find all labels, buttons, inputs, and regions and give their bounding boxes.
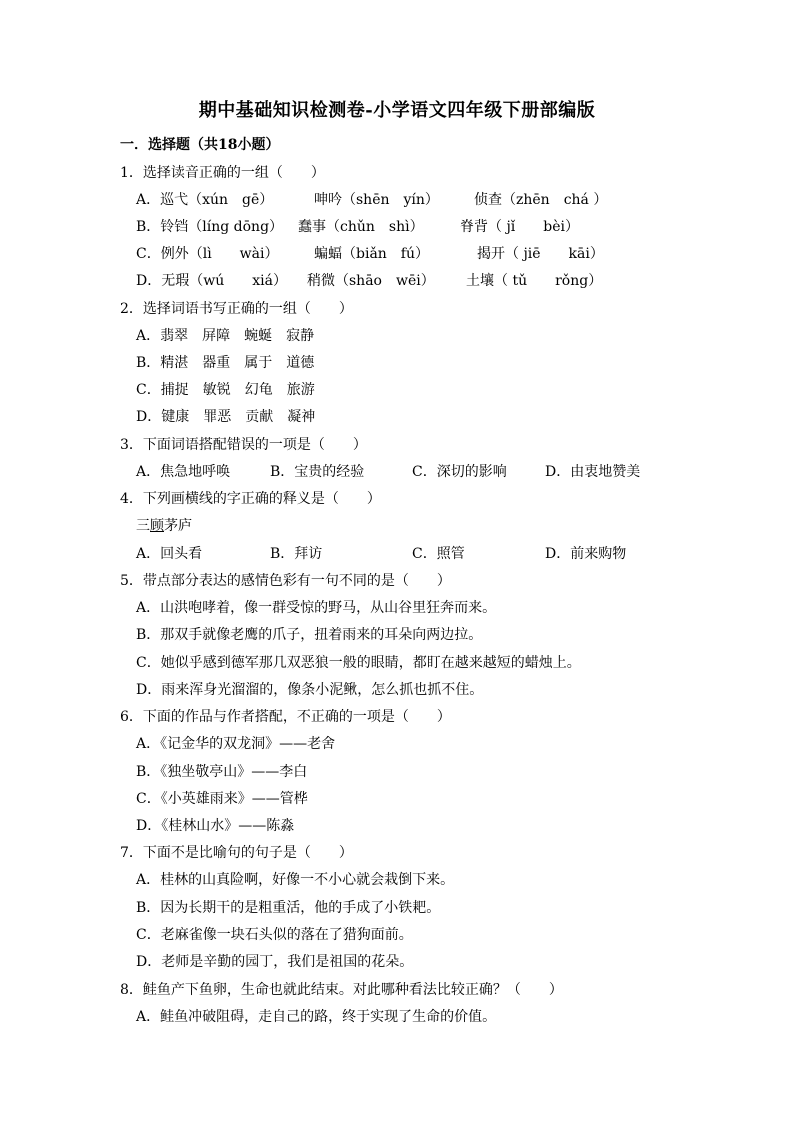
q2-option-b: B．精湛 器重 属于 道德 — [136, 355, 315, 371]
question-5-stem: 5．带点部分表达的感情色彩有一句不同的是（ ） — [120, 573, 451, 589]
q6-option-d: D．《桂林山水》——陈淼 — [136, 818, 295, 834]
q3-option-b: B．宝贵的经验 — [270, 464, 365, 480]
q1-option-c-3: 揭开（ jiē kāi） — [477, 246, 604, 262]
q1-option-c-1: C．例外（lì wài） — [136, 246, 279, 262]
q1-option-b-1: B．铃铛（líng dōng） — [136, 219, 284, 235]
q2-option-c: C．捕捉 敏锐 幻龟 旅游 — [136, 382, 315, 398]
q4-underlined-char: 顾 — [150, 518, 164, 534]
q3-option-a: A．焦急地呼唤 — [136, 464, 231, 480]
q5-option-c: C．她似乎感到德军那几双恶狼一般的眼睛，都盯在越来越短的蜡烛上。 — [136, 655, 581, 671]
question-6-stem: 6．下面的作品与作者搭配，不正确的一项是（ ） — [120, 709, 451, 725]
q8-option-a: A．鲑鱼冲破阻碍，走自己的路，终于实现了生命的价值。 — [136, 1009, 497, 1025]
section-heading: 一．选择题（共18小题） — [120, 137, 280, 153]
question-8-stem: 8．鲑鱼产下鱼卵，生命也就此结束。对此哪种看法比较正确？（ ） — [120, 982, 563, 998]
q6-option-b: B．《独坐敬亭山》——李白 — [136, 764, 308, 780]
question-2-stem: 2．选择词语书写正确的一组（ ） — [120, 301, 353, 317]
q7-option-c: C．老麻雀像一块石头似的落在了猎狗面前。 — [136, 927, 413, 943]
q3-option-d: D．由衷地赞美 — [545, 464, 641, 480]
q6-option-c: C．《小英雄雨来》——管桦 — [136, 791, 308, 807]
q7-option-b: B．因为长期干的是粗重活，他的手成了小铁耙。 — [136, 900, 441, 916]
q1-option-a-1: A．巡弋（xún gē） — [136, 192, 274, 208]
q5-option-a: A．山洪咆哮着，像一群受惊的野马，从山谷里狂奔而来。 — [136, 600, 497, 616]
question-4-stem: 4．下列画横线的字正确的释义是（ ） — [120, 491, 381, 507]
q7-option-d: D．老师是辛勤的园丁，我们是祖国的花朵。 — [136, 954, 414, 970]
q4-option-a: A．回头看 — [136, 546, 203, 562]
q4-phrase — [136, 515, 192, 535]
q1-option-b-2: 蠢事（chǔn shì） — [298, 219, 424, 235]
q4-phrase-suffix: 茅庐 — [164, 518, 192, 534]
q4-phrase-prefix: 三 — [136, 518, 150, 534]
q1-option-a-3: 侦查（zhēn chá ） — [474, 192, 608, 208]
question-3-stem: 3．下面词语搭配错误的一项是（ ） — [120, 437, 367, 453]
q5-option-b: B．那双手就像老鹰的爪子，扭着雨来的耳朵向两边拉。 — [136, 627, 483, 643]
q1-option-d-3: 土壤（ tǔ rǒng） — [466, 273, 603, 289]
page-title: 期中基础知识检测卷-小学语文四年级下册部编版 — [198, 100, 596, 121]
q2-option-a: A．翡翠 屏障 蜿蜒 寂静 — [136, 328, 315, 344]
q1-option-a-2: 呻吟（shēn yín） — [314, 192, 439, 208]
q1-option-d-1: D．无瑕（wú xiá） — [136, 273, 287, 289]
q2-option-d: D．键康 罪恶 贡献 凝神 — [136, 409, 316, 425]
q4-option-c: C．照管 — [412, 546, 465, 562]
q1-option-c-2: 蝙蝠（biǎn fú） — [314, 246, 430, 262]
q4-option-b: B．拜访 — [270, 546, 323, 562]
q6-option-a: A．《记金华的双龙洞》——老舍 — [136, 736, 336, 752]
q5-option-d: D．雨来浑身光溜溜的，像条小泥鳅，怎么抓也抓不住。 — [136, 682, 484, 698]
question-1-stem: 1．选择读音正确的一组（ ） — [120, 165, 325, 181]
q4-option-d: D．前来购物 — [545, 546, 627, 562]
q3-option-c: C．深切的影响 — [412, 464, 507, 480]
q7-option-a: A．桂林的山真险啊，好像一不小心就会栽倒下来。 — [136, 872, 455, 888]
q1-option-b-3: 脊背（ jǐ bèi） — [460, 219, 579, 235]
question-7-stem: 7．下面不是比喻句的句子是（ ） — [120, 845, 353, 861]
q1-option-d-2: 稍微（shāo wēi） — [307, 273, 435, 289]
